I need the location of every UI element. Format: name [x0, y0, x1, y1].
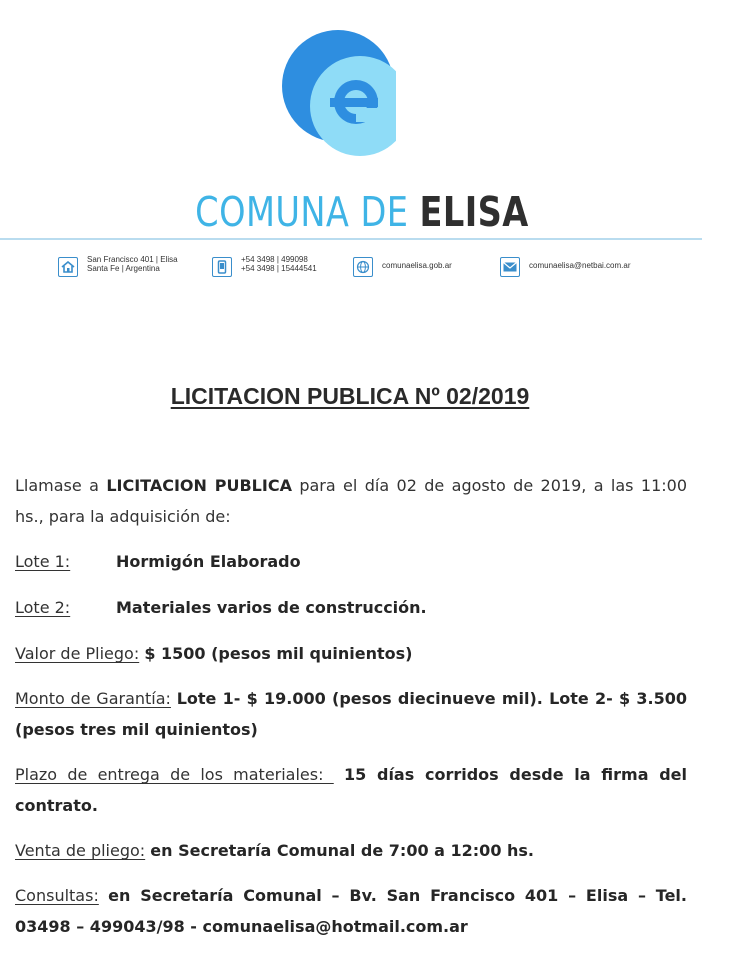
intro-paragraph [15, 470, 687, 532]
consultas-row [15, 880, 687, 942]
phone-icon [212, 257, 232, 277]
intro-bold: LICITACION PUBLICA [106, 476, 292, 495]
header-divider [0, 238, 702, 240]
globe-icon [353, 257, 373, 277]
brand-name [63, 188, 662, 236]
brand-name-bold: ELISA [419, 188, 529, 236]
garantia-label: Monto de Garantía: [15, 689, 171, 708]
contact-email [500, 255, 631, 277]
contact-website [353, 255, 452, 277]
pliego-label: Valor de Pliego: [15, 644, 140, 663]
plazo-value: 15 días corridos desde la firma del contrato. [15, 765, 688, 815]
contact-address [58, 255, 178, 277]
contact-phone [212, 255, 317, 277]
pliego-value: $ 1500 (pesos mil quinientos) [144, 644, 413, 663]
email-link[interactable]: comunaelisa@netbai.com.ar [529, 261, 631, 270]
consultas-label: Consultas: [15, 886, 99, 905]
lot-1 [15, 546, 687, 577]
venta-row [15, 835, 687, 866]
lot-2-label: Lote 2: [15, 598, 71, 617]
plazo-row [15, 759, 687, 821]
phone-line-2: +54 3498 | 15444541 [241, 264, 317, 273]
venta-value: en Secretaría Comunal de 7:00 a 12:00 hs. [150, 841, 535, 860]
consultas-value: en Secretaría Comunal – Bv. San Francisco 401 – Elisa – Tel. 03498 – 499043/98 - comunaelisa@hotmail.com.ar [15, 886, 687, 936]
comuna-logo [280, 28, 396, 158]
intro-before: Llamase a [15, 476, 107, 495]
website-link[interactable]: comunaelisa.gob.ar [382, 261, 452, 270]
address-line-1: San Francisco 401 | Elisa [87, 255, 178, 264]
phone-line-1: +54 3498 | 499098 [241, 255, 308, 264]
home-icon [58, 257, 78, 277]
lot-2-value: Materiales varios de construcción. [116, 598, 427, 617]
venta-label: Venta de pliego: [15, 841, 146, 860]
intro-after: para el día 02 de agosto de 2019, a las 11:00 hs., para la adquisición de: [15, 476, 688, 526]
lot-1-value: Hormigón Elaborado [116, 552, 301, 571]
mail-icon [500, 257, 520, 277]
plazo-label: Plazo de entrega de los materiales: [15, 765, 334, 784]
garantia-row [15, 683, 687, 745]
lot-1-label: Lote 1: [15, 552, 71, 571]
page-title: LICITACION PUBLICA Nº 02/2019 [170, 383, 530, 409]
brand-name-light: COMUNA DE [195, 188, 420, 236]
pliego-row [15, 638, 687, 669]
garantia-value: Lote 1- $ 19.000 (pesos diecinueve mil). Lote 2- $ 3.500 (pesos tres mil quinientos) [15, 689, 688, 739]
address-line-2: Santa Fe | Argentina [87, 264, 160, 273]
lot-2 [15, 592, 687, 623]
